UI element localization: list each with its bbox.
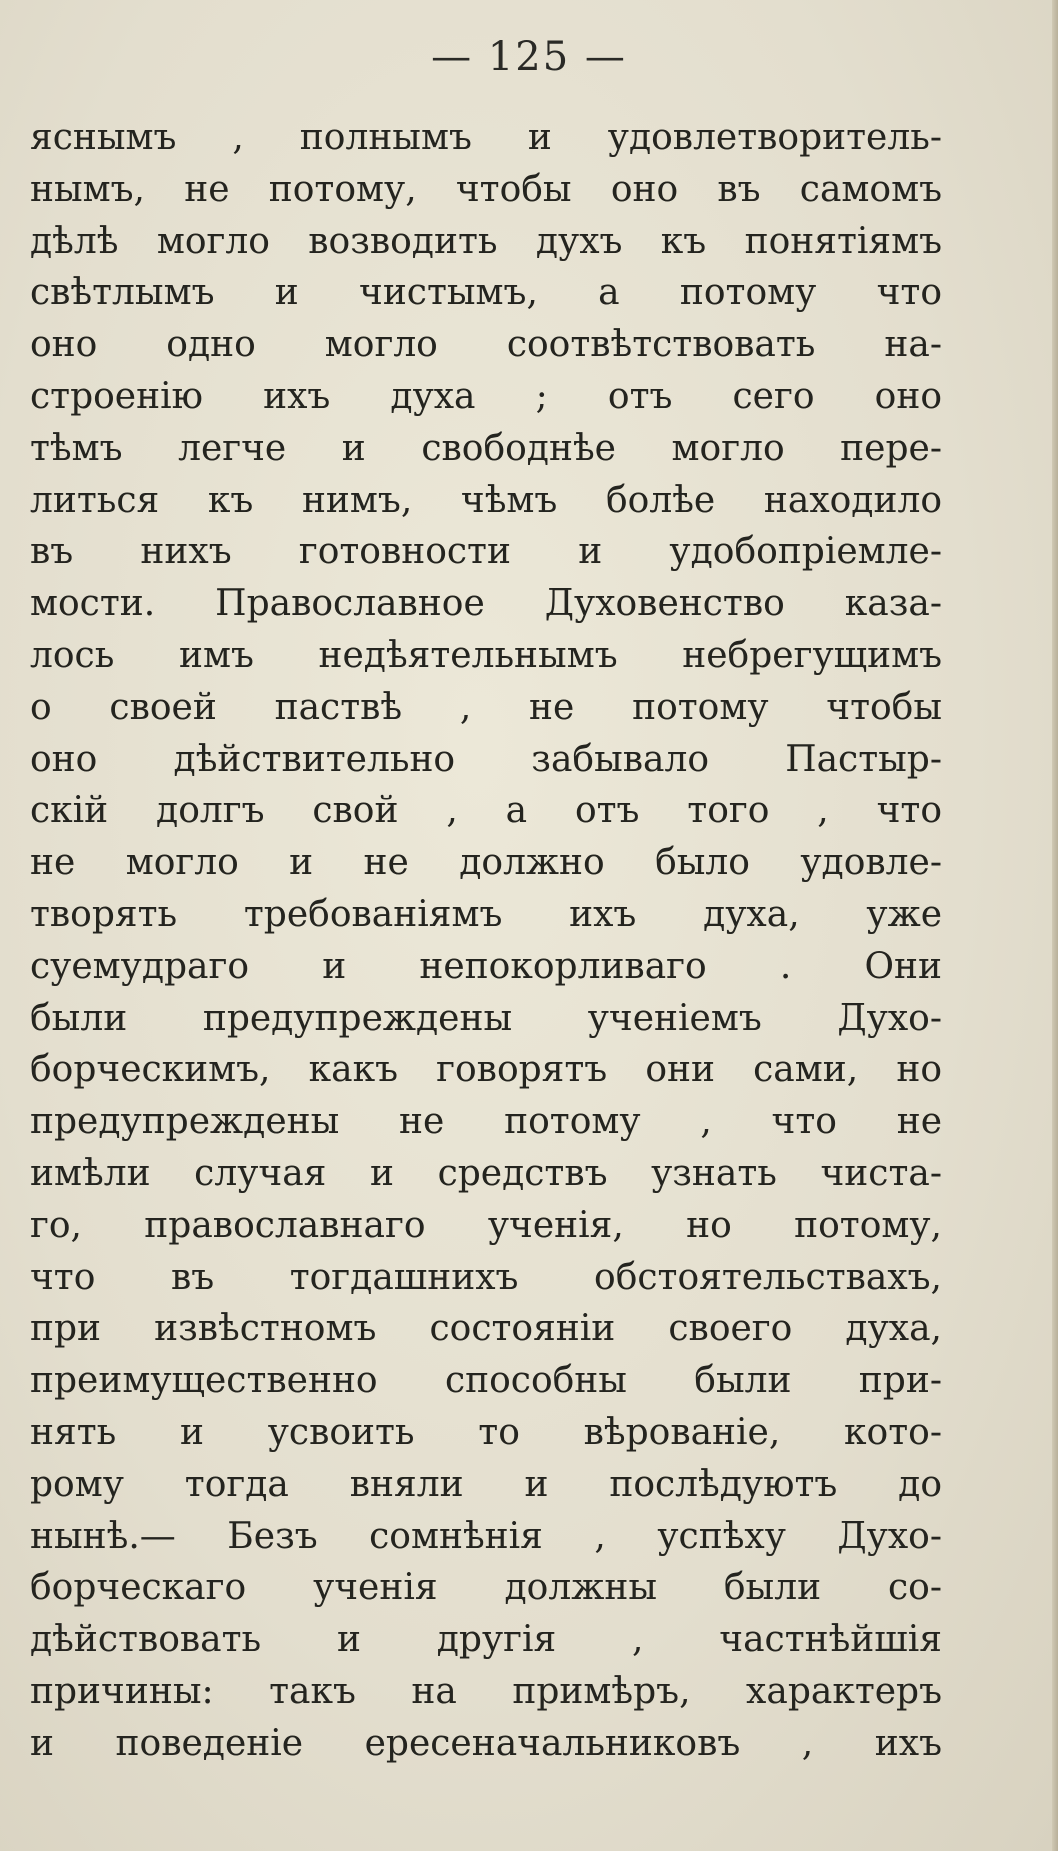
- text-line: нять и усвоить то вѣрованіе, кото-: [30, 1411, 942, 1453]
- text-line: дѣйствовать и другія , частнѣйшія: [30, 1619, 942, 1661]
- text-line: тѣмъ легче и свободнѣе могло пере-: [30, 427, 942, 469]
- text-line: свѣтлымъ и чистымъ, а потому что: [30, 272, 942, 314]
- text-line: борческаго ученія должны были со-: [30, 1567, 942, 1609]
- text-line: оно дѣйствительно забывало Пастыр-: [30, 738, 942, 780]
- text-line: яснымъ , полнымъ и удовлетворитель-: [30, 117, 942, 158]
- text-line: предупреждены не потому , что не: [30, 1101, 942, 1143]
- text-line: творять требованіямъ ихъ духа, уже: [30, 893, 942, 935]
- text-line: рому тогда вняли и послѣдуютъ до: [30, 1463, 942, 1505]
- text-line: были предупреждены ученіемъ Духо-: [30, 997, 942, 1039]
- text-line: нымъ, не потому, чтобы оно въ самомъ: [30, 168, 942, 210]
- text-line: причины: такъ на примѣръ, характеръ: [30, 1670, 942, 1712]
- text-line: оно одно могло соотвѣтствовать на-: [30, 324, 942, 366]
- text-line: что въ тогдашнихъ обстоятельствахъ,: [30, 1256, 942, 1298]
- text-line: борческимъ, какъ говорятъ они сами, но: [30, 1049, 942, 1091]
- text-line: преимущественно способны были при-: [30, 1360, 942, 1402]
- text-line: не могло и не должно было удовле-: [30, 842, 942, 884]
- text-line: при извѣстномъ состояніи своего духа,: [30, 1308, 942, 1350]
- page-number-header: — 125 —: [431, 34, 627, 80]
- text-line: въ нихъ готовности и удобопріемле-: [30, 531, 942, 573]
- text-line: литься къ нимъ, чѣмъ болѣе находило: [30, 479, 942, 521]
- text-line: мости. Православное Духовенство каза-: [30, 583, 942, 625]
- text-line: скій долгъ свой , а отъ того , что: [30, 790, 942, 832]
- text-line: го, православнаго ученія, но потому,: [30, 1204, 942, 1246]
- text-line: нынѣ.— Безъ сомнѣнія , успѣху Духо-: [30, 1515, 942, 1557]
- page-edge: [1052, 0, 1058, 1851]
- text-line: строенію ихъ духа ; отъ сего оно: [30, 375, 942, 417]
- body-text: [30, 112, 942, 1770]
- text-line: дѣлѣ могло возводить духъ къ понятіямъ: [30, 220, 942, 262]
- text-line: имѣли случая и средствъ узнать чиста-: [30, 1152, 942, 1194]
- text-line: суемудраго и непокорливаго . Они: [30, 945, 942, 987]
- text-line: и поведеніе ересеначальниковъ , ихъ: [30, 1722, 942, 1764]
- text-line: о своей паствѣ , не потому чтобы: [30, 686, 942, 728]
- text-line: лось имъ недѣятельнымъ небрегущимъ: [30, 634, 942, 676]
